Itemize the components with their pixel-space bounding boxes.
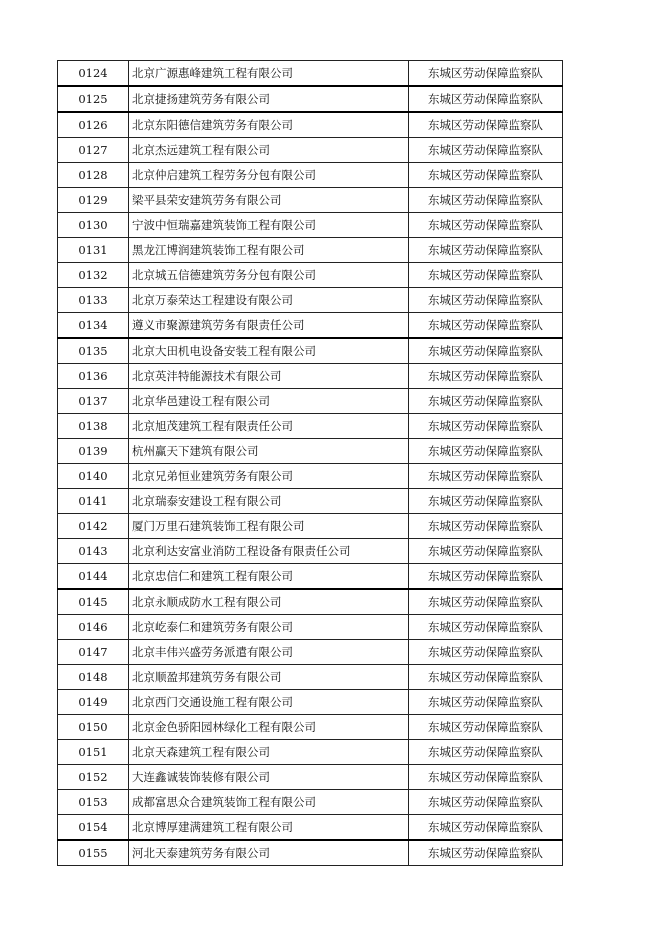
team-cell: 东城区劳动保障监察队 — [409, 238, 563, 263]
id-cell: 0132 — [58, 263, 129, 288]
company-cell: 北京广源惠峰建筑工程有限公司 — [129, 61, 409, 87]
id-cell: 0140 — [58, 464, 129, 489]
company-cell: 北京万泰荣达工程建设有限公司 — [129, 288, 409, 313]
id-cell: 0153 — [58, 790, 129, 815]
table-row — [58, 238, 563, 263]
team-cell: 东城区劳动保障监察队 — [409, 288, 563, 313]
company-cell: 北京大田机电设备安装工程有限公司 — [129, 338, 409, 364]
table-row — [58, 815, 563, 841]
id-cell: 0127 — [58, 138, 129, 163]
team-cell: 东城区劳动保障监察队 — [409, 790, 563, 815]
company-cell: 大连鑫诚装饰装修有限公司 — [129, 765, 409, 790]
id-cell: 0150 — [58, 715, 129, 740]
table-row — [58, 589, 563, 615]
company-table — [57, 60, 563, 866]
company-cell: 北京捷扬建筑劳务有限公司 — [129, 86, 409, 112]
table-row — [58, 564, 563, 590]
id-cell: 0126 — [58, 112, 129, 138]
company-cell: 梁平县荣安建筑劳务有限公司 — [129, 188, 409, 213]
table-row — [58, 615, 563, 640]
table-row — [58, 313, 563, 339]
id-cell: 0142 — [58, 514, 129, 539]
table-row — [58, 112, 563, 138]
table-row — [58, 740, 563, 765]
id-cell: 0131 — [58, 238, 129, 263]
id-cell: 0138 — [58, 414, 129, 439]
team-cell: 东城区劳动保障监察队 — [409, 715, 563, 740]
company-cell: 北京兄弟恒业建筑劳务有限公司 — [129, 464, 409, 489]
table-row — [58, 414, 563, 439]
table-row — [58, 464, 563, 489]
company-cell: 北京旭茂建筑工程有限责任公司 — [129, 414, 409, 439]
company-cell: 北京城五信德建筑劳务分包有限公司 — [129, 263, 409, 288]
table-row — [58, 86, 563, 112]
company-cell: 北京东阳德信建筑劳务有限公司 — [129, 112, 409, 138]
team-cell: 东城区劳动保障监察队 — [409, 112, 563, 138]
team-cell: 东城区劳动保障监察队 — [409, 86, 563, 112]
table-row — [58, 640, 563, 665]
team-cell: 东城区劳动保障监察队 — [409, 188, 563, 213]
table-row — [58, 263, 563, 288]
company-cell: 北京杰远建筑工程有限公司 — [129, 138, 409, 163]
company-cell: 北京博厚建满建筑工程有限公司 — [129, 815, 409, 841]
company-cell: 河北天泰建筑劳务有限公司 — [129, 840, 409, 866]
team-cell: 东城区劳动保障监察队 — [409, 564, 563, 590]
company-cell: 北京华邑建设工程有限公司 — [129, 389, 409, 414]
table-row — [58, 288, 563, 313]
team-cell: 东城区劳动保障监察队 — [409, 489, 563, 514]
company-cell: 黑龙江博润建筑装饰工程有限公司 — [129, 238, 409, 263]
id-cell: 0130 — [58, 213, 129, 238]
company-cell: 北京西门交通设施工程有限公司 — [129, 690, 409, 715]
table-row — [58, 439, 563, 464]
id-cell: 0125 — [58, 86, 129, 112]
team-cell: 东城区劳动保障监察队 — [409, 539, 563, 564]
table-row — [58, 61, 563, 87]
team-cell: 东城区劳动保障监察队 — [409, 665, 563, 690]
team-cell: 东城区劳动保障监察队 — [409, 61, 563, 87]
company-cell: 成都富思众合建筑装饰工程有限公司 — [129, 790, 409, 815]
id-cell: 0133 — [58, 288, 129, 313]
team-cell: 东城区劳动保障监察队 — [409, 163, 563, 188]
id-cell: 0149 — [58, 690, 129, 715]
team-cell: 东城区劳动保障监察队 — [409, 338, 563, 364]
table-row — [58, 539, 563, 564]
id-cell: 0128 — [58, 163, 129, 188]
id-cell: 0152 — [58, 765, 129, 790]
company-cell: 北京金色骄阳园林绿化工程有限公司 — [129, 715, 409, 740]
id-cell: 0134 — [58, 313, 129, 339]
team-cell: 东城区劳动保障监察队 — [409, 640, 563, 665]
id-cell: 0129 — [58, 188, 129, 213]
company-cell: 北京英沣特能源技术有限公司 — [129, 364, 409, 389]
id-cell: 0145 — [58, 589, 129, 615]
team-cell: 东城区劳动保障监察队 — [409, 615, 563, 640]
team-cell: 东城区劳动保障监察队 — [409, 464, 563, 489]
table-row — [58, 715, 563, 740]
id-cell: 0135 — [58, 338, 129, 364]
company-cell: 杭州赢天下建筑有限公司 — [129, 439, 409, 464]
table-row — [58, 338, 563, 364]
id-cell: 0148 — [58, 665, 129, 690]
team-cell: 东城区劳动保障监察队 — [409, 313, 563, 339]
team-cell: 东城区劳动保障监察队 — [409, 589, 563, 615]
team-cell: 东城区劳动保障监察队 — [409, 690, 563, 715]
company-cell: 北京瑞泰安建设工程有限公司 — [129, 489, 409, 514]
table-row — [58, 840, 563, 866]
company-cell: 厦门万里石建筑装饰工程有限公司 — [129, 514, 409, 539]
company-cell: 北京利达安富业消防工程设备有限责任公司 — [129, 539, 409, 564]
table-row — [58, 213, 563, 238]
id-cell: 0147 — [58, 640, 129, 665]
team-cell: 东城区劳动保障监察队 — [409, 389, 563, 414]
table-row — [58, 790, 563, 815]
id-cell: 0136 — [58, 364, 129, 389]
id-cell: 0151 — [58, 740, 129, 765]
id-cell: 0155 — [58, 840, 129, 866]
table-row — [58, 665, 563, 690]
company-cell: 北京永顺成防水工程有限公司 — [129, 589, 409, 615]
company-cell: 宁波中恒瑞嘉建筑装饰工程有限公司 — [129, 213, 409, 238]
table-row — [58, 765, 563, 790]
id-cell: 0124 — [58, 61, 129, 87]
team-cell: 东城区劳动保障监察队 — [409, 815, 563, 841]
id-cell: 0141 — [58, 489, 129, 514]
table-row — [58, 364, 563, 389]
company-cell: 北京屹泰仁和建筑劳务有限公司 — [129, 615, 409, 640]
team-cell: 东城区劳动保障监察队 — [409, 263, 563, 288]
team-cell: 东城区劳动保障监察队 — [409, 840, 563, 866]
company-cell: 北京仲启建筑工程劳务分包有限公司 — [129, 163, 409, 188]
id-cell: 0139 — [58, 439, 129, 464]
id-cell: 0144 — [58, 564, 129, 590]
table-body — [58, 61, 563, 866]
company-cell: 北京天森建筑工程有限公司 — [129, 740, 409, 765]
id-cell: 0137 — [58, 389, 129, 414]
table-row — [58, 489, 563, 514]
company-cell: 北京顺盈邦建筑劳务有限公司 — [129, 665, 409, 690]
id-cell: 0154 — [58, 815, 129, 841]
team-cell: 东城区劳动保障监察队 — [409, 138, 563, 163]
table-row — [58, 188, 563, 213]
table-row — [58, 690, 563, 715]
table-row — [58, 514, 563, 539]
table-row — [58, 163, 563, 188]
company-cell: 北京忠信仁和建筑工程有限公司 — [129, 564, 409, 590]
team-cell: 东城区劳动保障监察队 — [409, 514, 563, 539]
team-cell: 东城区劳动保障监察队 — [409, 439, 563, 464]
table-row — [58, 389, 563, 414]
team-cell: 东城区劳动保障监察队 — [409, 740, 563, 765]
team-cell: 东城区劳动保障监察队 — [409, 213, 563, 238]
team-cell: 东城区劳动保障监察队 — [409, 414, 563, 439]
company-cell: 遵义市聚源建筑劳务有限责任公司 — [129, 313, 409, 339]
id-cell: 0143 — [58, 539, 129, 564]
company-cell: 北京丰伟兴盛劳务派遣有限公司 — [129, 640, 409, 665]
team-cell: 东城区劳动保障监察队 — [409, 765, 563, 790]
team-cell: 东城区劳动保障监察队 — [409, 364, 563, 389]
id-cell: 0146 — [58, 615, 129, 640]
table-row — [58, 138, 563, 163]
